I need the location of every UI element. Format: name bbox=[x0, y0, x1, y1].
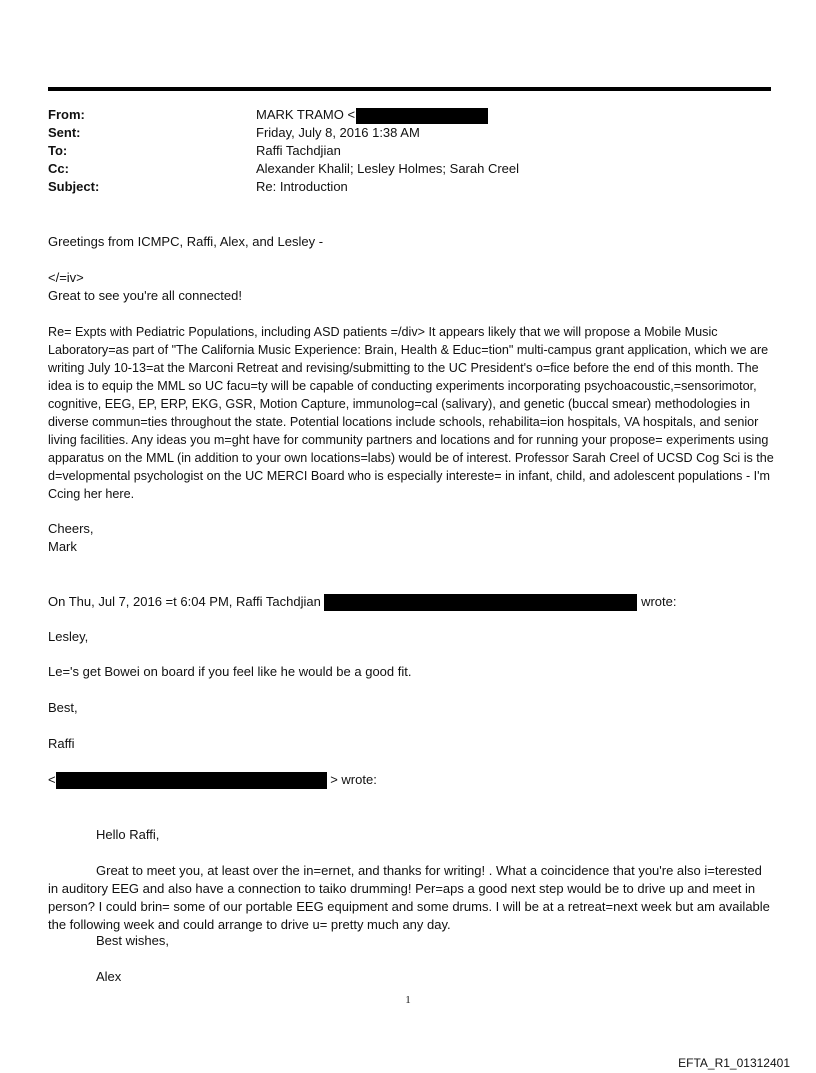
signature-alex: Alex bbox=[96, 969, 122, 984]
from-name: MARK TRAMO bbox=[256, 107, 344, 122]
redaction-from-email bbox=[356, 108, 488, 124]
main-paragraph: Re= Expts with Pediatric Populations, including ASD patients =/div> It appears likely that we will propose a Mobile Music Laboratory=as part of "The California Music Experience: Brain, Health & Educ=tion" multi-campus grant application, which we are writing July 10-13=at the Marconi Retreat and revising/submitting to the UC President's o=fice before the end of this month. The idea is to equip the MML so UC facu=ty will be capable of conducting experiments incorporating psychoacoustic,=sensorimotor, cognitive, EEG, EP, ERP, EKG, GSR, Motion Capture, immunolog=cal (salivary), and genetic (buccal smear) methodologies in diverse commun=ties throughout the state. Potential locations include schools, rehabilita=ion hospitals, VA hospitals, and senior living facilities. Any ideas you m=ght have for community partners and locations and for running your propose= experiments using apparatus on the MML (in addition to your own locations=labs) would be of interest. Professor Sarah Creel of UCSD Cog Sci is the d=velopmental psychologist on the UC MERCI Board who is especially intereste= in infant, child, and adolescent populations - I'm Ccing her here. bbox=[48, 325, 774, 501]
quote1-suffix: wrote: bbox=[641, 594, 677, 609]
quote1-prefix: On Thu, Jul 7, 2016 =t 6:04 PM, Raffi Tachdjian bbox=[48, 594, 321, 609]
alex-paragraph: Great to meet you, at least over the in=ernet, and thanks for writing! . What a coincidence that you're also i=terested in auditory EEG and also have a connection to taiko drumming! Per=aps a good next step would be to drive up and meet in person? I could brin= some of our portable EEG equipment and some drums. I will be at a retreat=next week but am available the following week and could arrange to drive u= pretty much any day. bbox=[48, 863, 770, 932]
hello-raffi: Hello Raffi, bbox=[96, 827, 160, 842]
quote2-prefix: < bbox=[48, 772, 56, 787]
sent-value: Friday, July 8, 2016 1:38 AM bbox=[256, 125, 420, 140]
salutation-lesley: Lesley, bbox=[48, 629, 89, 644]
redaction-raffi-email bbox=[324, 594, 637, 611]
subject-value: Re: Introduction bbox=[256, 179, 348, 194]
to-label: To: bbox=[48, 143, 68, 158]
signature-mark: Mark bbox=[48, 539, 77, 554]
quote-header-raffi bbox=[48, 593, 774, 611]
connected-line: Great to see you're all connected! bbox=[48, 288, 242, 303]
from-value bbox=[256, 106, 488, 124]
best-wishes: Best wishes, bbox=[96, 933, 169, 948]
bowei-line: Le='s get Bowei on board if you feel like he would be a good fit. bbox=[48, 664, 412, 679]
quote-header-alex bbox=[48, 771, 774, 789]
cheers: Cheers, bbox=[48, 521, 94, 536]
cc-value: Alexander Khalil; Lesley Holmes; Sarah Creel bbox=[256, 161, 520, 176]
greeting: Greetings from ICMPC, Raffi, Alex, and Lesley - bbox=[48, 234, 324, 249]
from-bracket: < bbox=[347, 107, 356, 122]
html-artifact: </=iv> bbox=[48, 270, 84, 285]
signature-raffi: Raffi bbox=[48, 736, 75, 751]
to-value: Raffi Tachdjian bbox=[256, 143, 341, 158]
header-divider bbox=[48, 87, 771, 91]
redaction-alex-email bbox=[56, 772, 327, 789]
cc-label: Cc: bbox=[48, 161, 69, 176]
subject-label: Subject: bbox=[48, 179, 100, 194]
best: Best, bbox=[48, 700, 78, 715]
sent-label: Sent: bbox=[48, 125, 81, 140]
from-label: From: bbox=[48, 107, 85, 122]
quote2-suffix: > wrote: bbox=[330, 772, 377, 787]
document-id: EFTA_R1_01312401 bbox=[678, 1056, 790, 1070]
page-number: 1 bbox=[405, 994, 411, 1006]
